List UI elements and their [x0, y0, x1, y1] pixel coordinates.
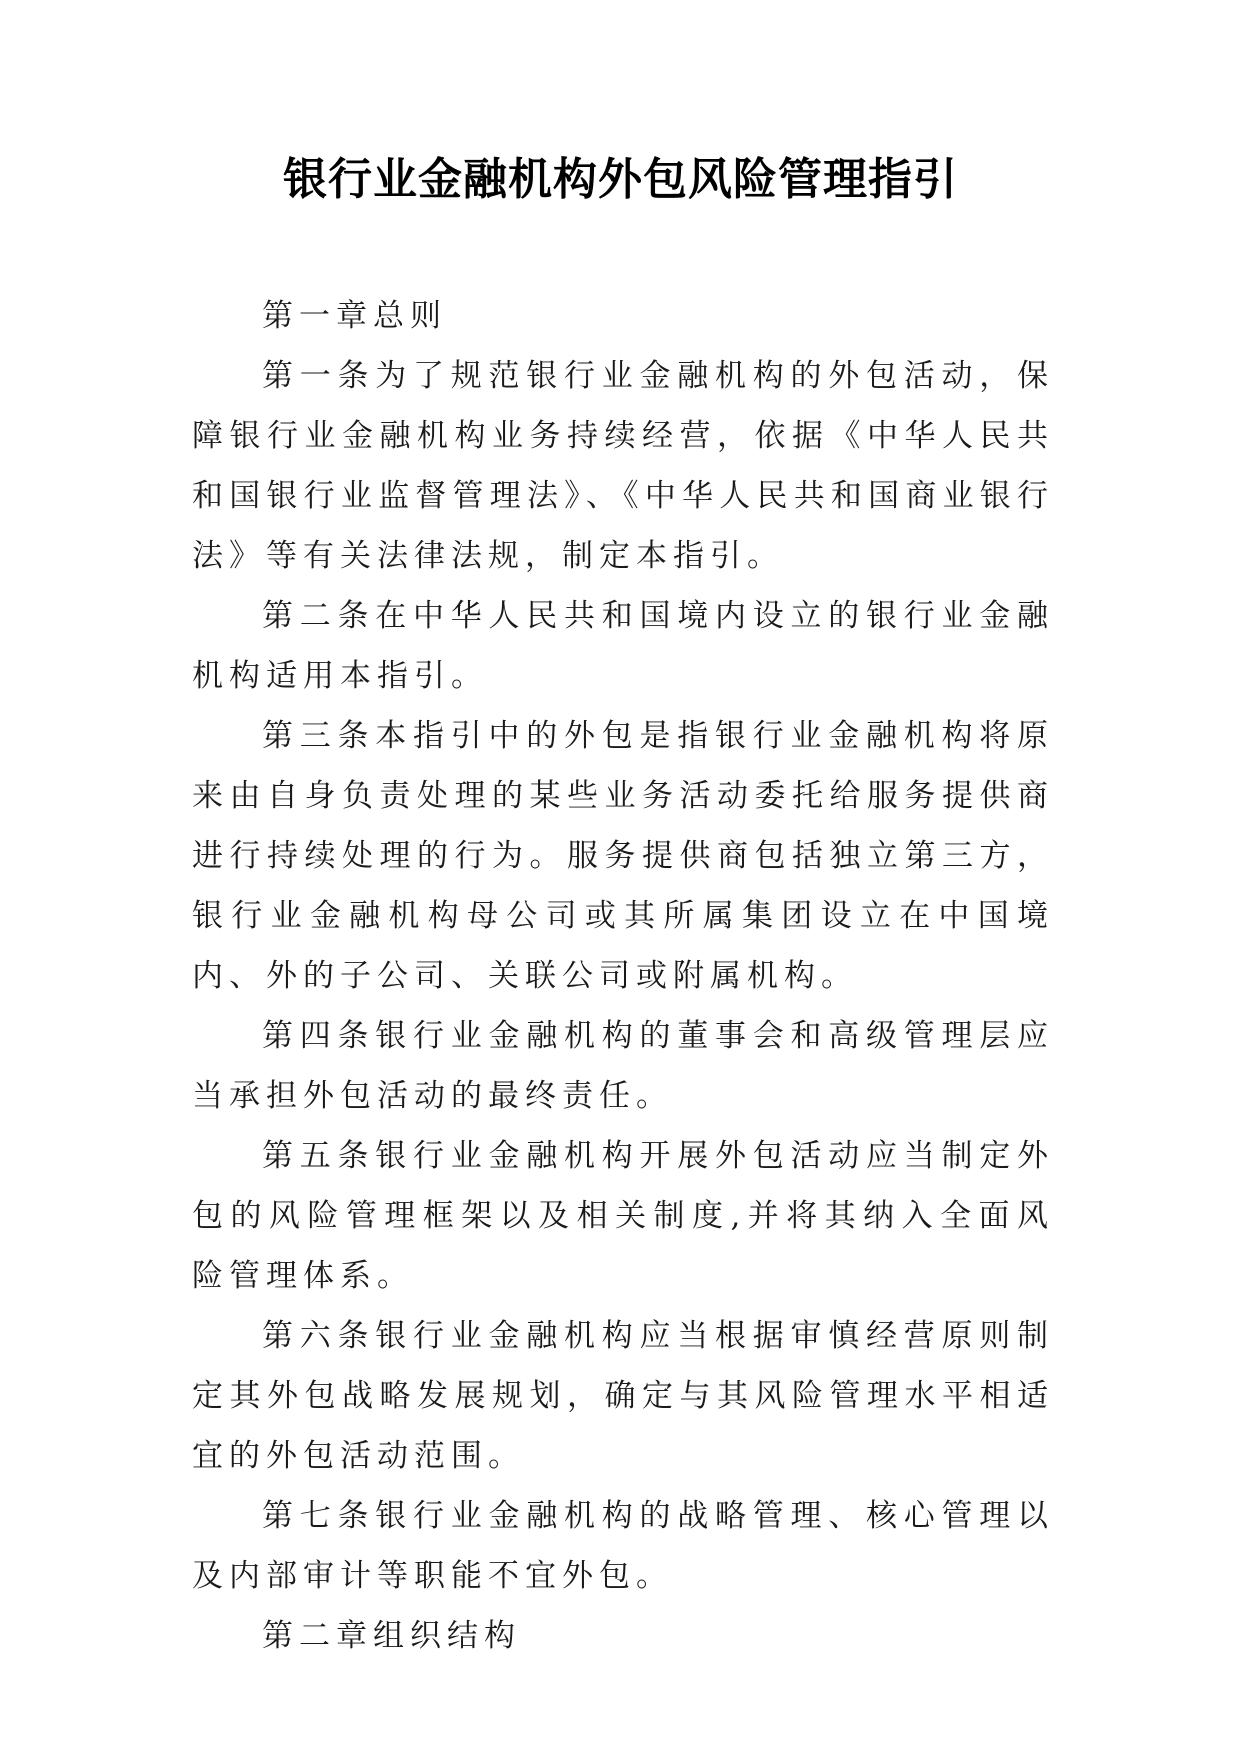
chapter-heading: 第二章组织结构	[262, 1618, 521, 1654]
article-paragraph: 第三条本指引中的外包是指银行业金融机构将原来由自身负责处理的某些业务活动委托给服务提供商进行持续处理的行为。服务提供商包括独立第三方，银行业金融机构母公司或其所属集团设立在中国境内、外的子公司、关联公司或附属机构。	[192, 718, 1054, 994]
article-paragraph: 第一条为了规范银行业金融机构的外包活动，保障银行业金融机构业务持续经营，依据《中华人民共和国银行业监督管理法》、《中华人民共和国商业银行法》等有关法律法规，制定本指引。	[192, 358, 1054, 574]
article-paragraph: 第六条银行业金融机构应当根据审慎经营原则制定其外包战略发展规划，确定与其风险管理水平相适宜的外包活动范围。	[192, 1318, 1054, 1474]
document-title: 银行业金融机构外包风险管理指引	[283, 154, 958, 205]
article-paragraph: 第七条银行业金融机构的战略管理、核心管理以及内部审计等职能不宜外包。	[192, 1498, 1054, 1594]
document-body	[192, 286, 1054, 1666]
article-paragraph: 第五条银行业金融机构开展外包活动应当制定外包的风险管理框架以及相关制度,并将其纳入全面风险管理体系。	[192, 1138, 1054, 1294]
article-paragraph: 第四条银行业金融机构的董事会和高级管理层应当承担外包活动的最终责任。	[192, 1018, 1054, 1114]
article-paragraph: 第二条在中华人民共和国境内设立的银行业金融机构适用本指引。	[192, 598, 1054, 694]
chapter-heading: 第一章总则	[262, 298, 447, 334]
